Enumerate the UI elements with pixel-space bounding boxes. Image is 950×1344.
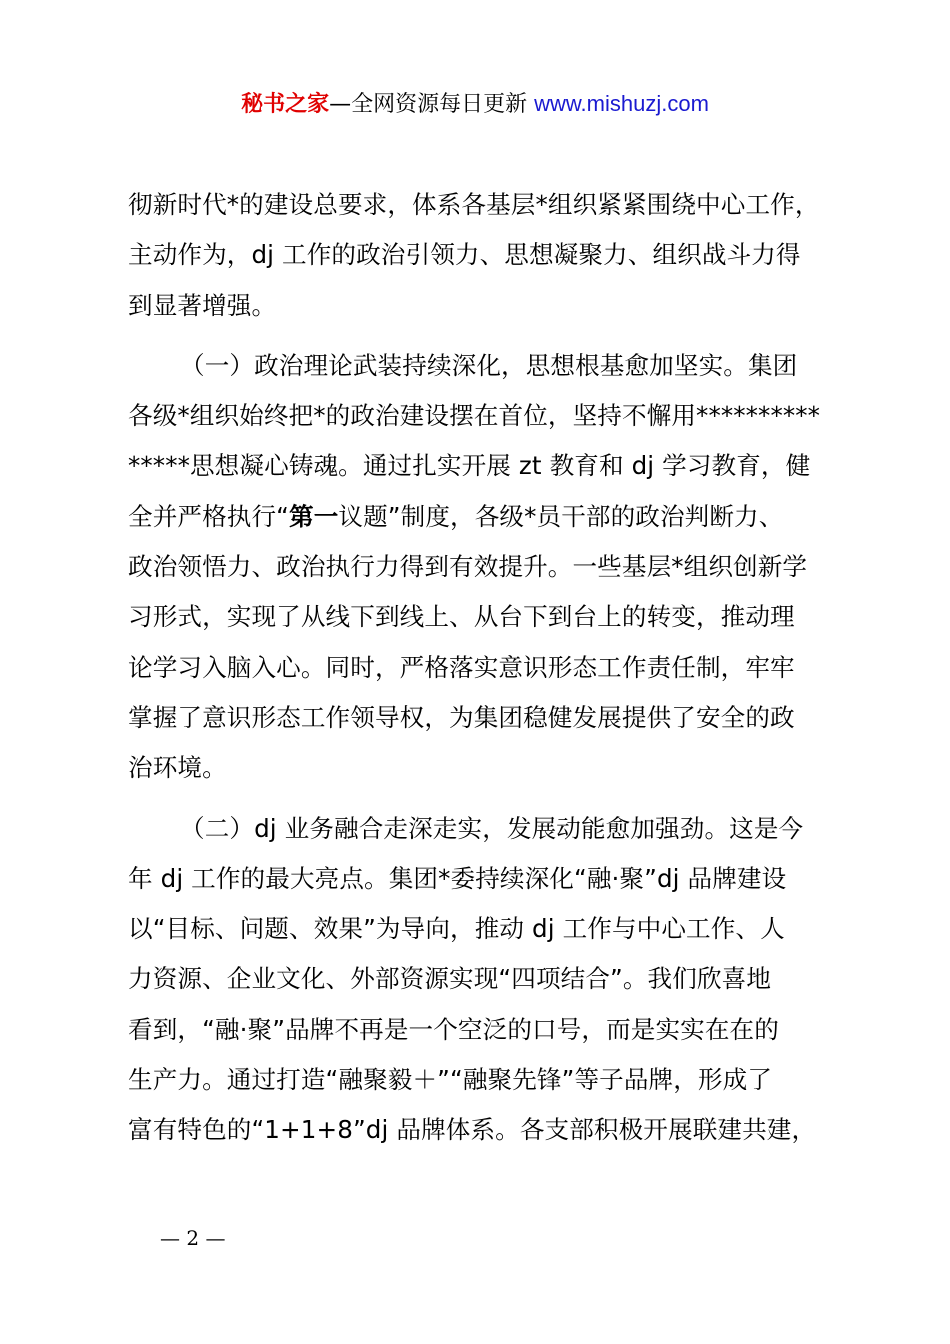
page-number: — 2 — xyxy=(160,1226,226,1250)
text-line: 治环境。 xyxy=(128,753,227,783)
brand-name: 秘书之家 xyxy=(241,92,330,117)
text-line: 看到，“融·聚”品牌不再是一个空泛的口号，而是实实在在的 xyxy=(128,1014,779,1044)
site-header xyxy=(0,84,950,125)
text-segment: 议题”制度，各级*员干部的政治判断力、 xyxy=(338,501,784,531)
text-line: 年 dj 工作的最大亮点。集团*委持续深化“融·聚”dj 品牌建设 xyxy=(128,863,787,893)
site-url-link[interactable]: www.mishuzj.com xyxy=(534,91,709,116)
text-line: 政治领悟力、政治执行力得到有效提升。一些基层*组织创新学 xyxy=(128,552,808,582)
document-body xyxy=(128,180,828,1156)
paragraph-section-2 xyxy=(128,804,828,1156)
section-heading-line: （二）dj 业务融合走深走实，发展动能愈加强劲。这是今 xyxy=(180,813,804,843)
text-line: 论学习入脑入心。同时，严格落实意识形态工作责任制，牢牢 xyxy=(128,652,795,682)
text-segment: 全并严格执行“ xyxy=(128,501,290,531)
text-line: 生产力。通过打造“融聚毅＋”“融聚先锋”等子品牌，形成了 xyxy=(128,1065,773,1095)
text-line: 到显著增强。 xyxy=(128,290,277,320)
text-line: *****思想凝心铸魂。通过扎实开展 zt 教育和 dj 学习教育，健 xyxy=(128,451,811,481)
text-line: 以“目标、问题、效果”为导向，推动 dj 工作与中心工作、人 xyxy=(128,914,785,944)
text-line: 力资源、企业文化、外部资源实现“四项结合”。我们欣喜地 xyxy=(128,964,772,994)
header-tagline: —全网资源每日更新 xyxy=(329,92,528,117)
text-line-with-bold xyxy=(128,492,828,542)
text-line: 富有特色的“1+1+8”dj 品牌体系。各支部积极开展联建共建， xyxy=(128,1115,817,1145)
text-line: 掌握了意识形态工作领导权，为集团稳健发展提供了安全的政 xyxy=(128,702,795,732)
section-heading-line: （一）政治理论武装持续深化，思想根基愈加坚实。集团 xyxy=(180,350,798,380)
paragraph-section-1 xyxy=(128,341,828,794)
text-line: 习形式，实现了从线下到线上、从台下到台上的转变，推动理 xyxy=(128,602,795,632)
text-line: 主动作为，dj 工作的政治引领力、思想凝聚力、组织战斗力得 xyxy=(128,240,801,270)
text-line: 各级*组织始终把*的政治建设摆在首位，坚持不懈用********** xyxy=(128,401,821,431)
paragraph-intro xyxy=(128,180,828,331)
text-line: 彻新时代*的建设总要求，体系各基层*组织紧紧围绕中心工作， xyxy=(128,190,820,219)
bold-phrase: 第一 xyxy=(289,501,339,531)
